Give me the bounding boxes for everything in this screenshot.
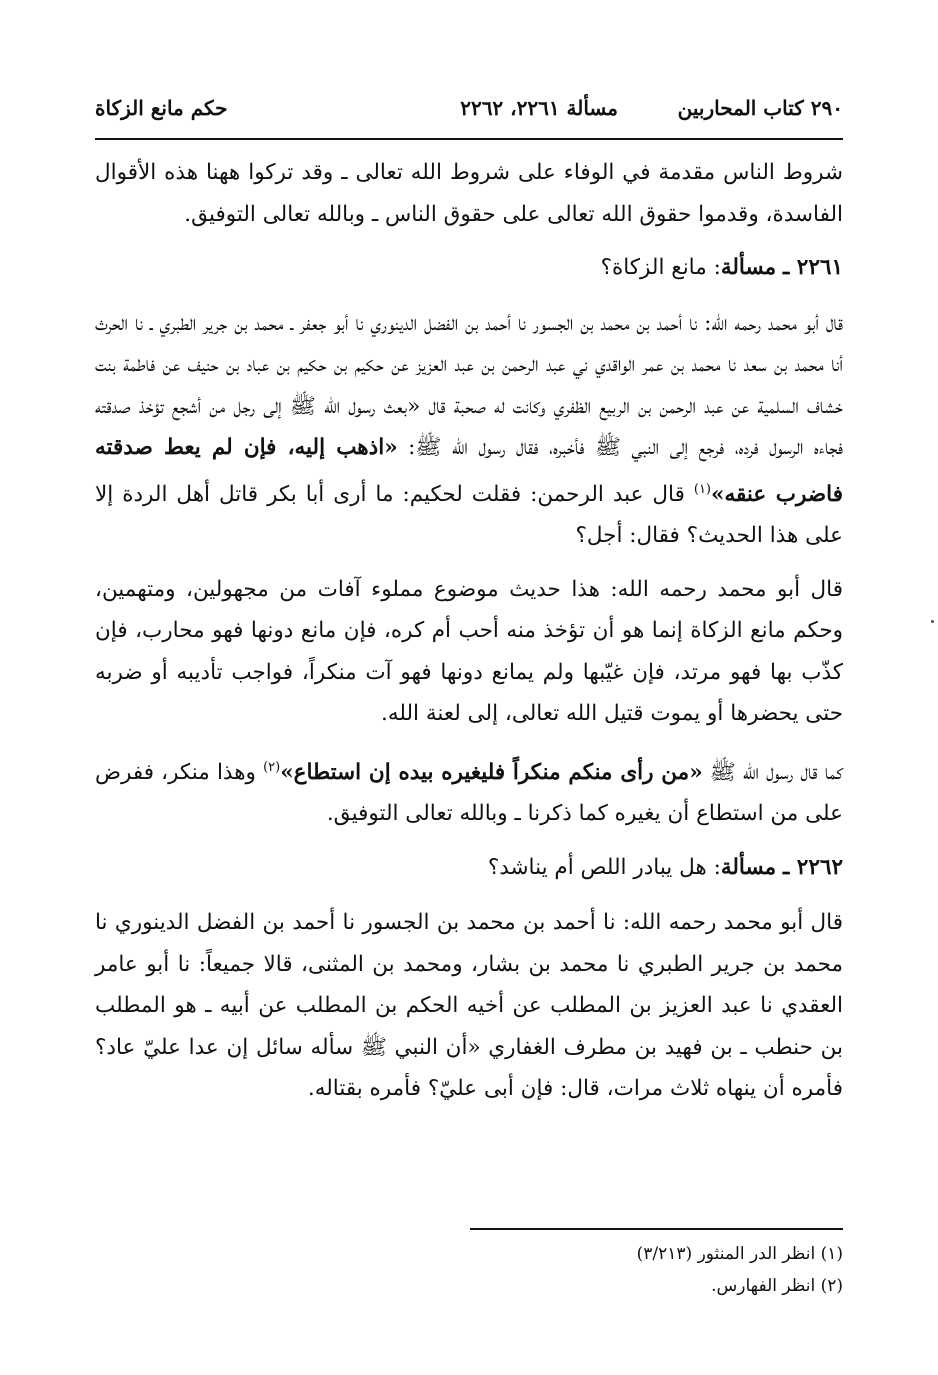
footnote: (١) انظر الدر المنثور (٣/٢١٣) (636, 1244, 843, 1264)
page-body (95, 152, 843, 1122)
footnote: (٢) انظر الفهارس. (711, 1276, 843, 1296)
paragraph: شروط الناس مقدمة في الوفاء على شروط الله تعالى ـ وقد تركوا ههنا هذه الأقوال الفاسدة، وقدموا حقوق الله تعالى على حقوق الناس ـ وبالله تعالى التوفيق. (95, 160, 843, 227)
issue-number: ٢٢٦٢ ـ (783, 854, 843, 880)
hadith-quote: «اذهب إليه، فإن لم يعط صدقته فاضرب عنقه» (95, 435, 843, 507)
scan-speck (931, 620, 934, 623)
paragraph-text: قال عبد الرحمن: فقلت لحكيم: ما أرى أبا بكر قاتل أهل الردة إلا على هذا الحديث؟ فقال: أجل؟ (95, 481, 843, 549)
issue-label: مسألة (720, 854, 777, 880)
header-right (678, 96, 843, 120)
issue-question: : مانع الزكاة؟ (600, 255, 721, 280)
book-title: كتاب المحاربين (677, 96, 804, 120)
paragraph-text: وهذا منكر، ففرض على من استطاع أن يغيره كما ذكرنا ـ وبالله تعالى التوفيق. (95, 759, 843, 827)
issue-number: ٢٢٦١ ـ (783, 255, 843, 280)
footnote-rule (470, 1228, 843, 1230)
paragraph: قال أبو محمد رحمه الله: نا أحمد بن محمد بن الجسور نا أحمد بن الفضل الدينوري نا محمد بن جرير الطبري نا محمد بن بشار، ومحمد بن المثنى، قالا جميعاً: نا أبو عامر العقدي نا عبد العزيز بن المطلب عن أخيه الحكم بن المطلب عن أبيه ـ هو المطلب بن حنطب ـ بن فهيد بن مطرف الغفاري «أن النبي ﷺ سأله سائل إن عدا عليّ عاد؟ فأمره أن ينهاه ثلاث مرات، قال: فإن أبى عليّ؟ فأمره بقتاله. (95, 910, 843, 1102)
paragraph-text: كما قال رسول الله ﷺ (709, 759, 844, 785)
footnotes (95, 1238, 843, 1302)
header-rule (95, 138, 843, 140)
paragraph-text: قال أبو محمد رحمه الله: نا أحمد بن محمد بن الجسور نا أحمد بن الفضل الدينوري نا أبو جعفر ـ محمد بن جرير الطبري ـ نا الحرث أنا محمد بن سعد نا محمد بن عمر الواقدي ني عبد الرحمن بن عبد العزيز عن حكيم بن حكيم بن عباد بن حنيف عن فاطمة بنت خشاف السلمية عن عبد الرحمن بن الربيع الظفري وكانت له صحبة قال «بعث رسول الله ﷺ إلى رجل من أشجع تؤخذ صدقته فجاءه الرسول فرده، فرجع إلى النبي ﷺ فأخبره، فقال رسول الله ﷺ: (95, 310, 844, 460)
page-header (95, 96, 843, 130)
paragraph: قال أبو محمد رحمه الله: هذا حديث موضوع مملوء آفات من مجهولين، ومتهمين، وحكم مانع الزكاة إنما هو أن تؤخذ منه أحب أم كره، فإن مانع دونها فهو محارب، فإن كذّب بها فهو مرتد، فإن غيّبها ولم يمانع دونها فهو آت منكراً، فواجب تأديبه أو ضربه حتى يحضرها أو يموت قتيل الله تعالى، إلى لعنة الله. (95, 576, 843, 727)
issue-heading (95, 247, 843, 289)
hadith-quote: «من رأى منكم منكراً فليغيره بيده إن استطاع» (280, 759, 703, 785)
paragraph (95, 303, 843, 557)
paragraph (95, 747, 843, 835)
chapter-title: حكم مانع الزكاة (95, 96, 228, 120)
issue-label: مسألة (720, 255, 777, 280)
issue-reference: مسألة ٢٢٦١، ٢٢٦٢ (460, 96, 618, 120)
footnote-ref: (٢) (263, 759, 281, 775)
footnote-ref: (١) (693, 481, 711, 497)
issue-heading (95, 847, 843, 889)
page-number: ٢٩٠ (810, 96, 843, 120)
issue-question: : هل يبادر اللص أم يناشد؟ (487, 854, 721, 880)
